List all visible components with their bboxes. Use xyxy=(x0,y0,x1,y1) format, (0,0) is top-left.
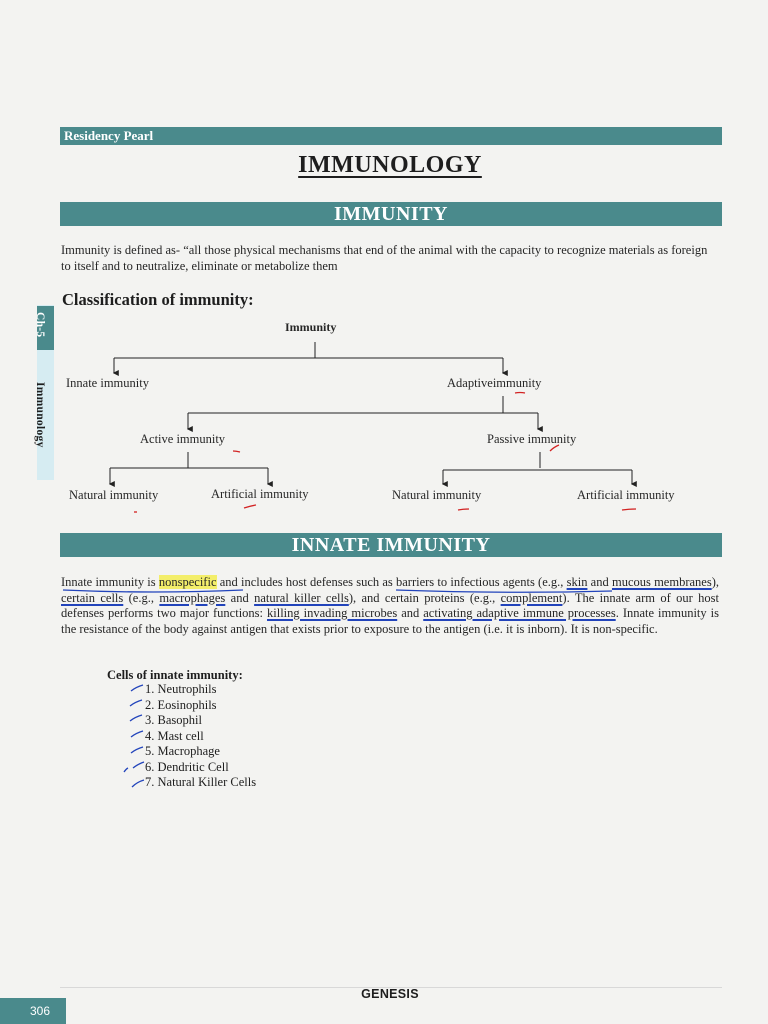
tree-node-active-artificial: Artificial immunity xyxy=(211,487,309,501)
tree-node-passive-natural: Natural immunity xyxy=(392,488,482,502)
chapter-subject: Immunology xyxy=(34,382,46,448)
highlighted-nonspecific: nonspecific xyxy=(158,575,217,589)
tree-node-adaptive: Adaptiveimmunity xyxy=(447,376,542,390)
tree-node-passive-artificial: Artificial immunity xyxy=(577,488,675,502)
cells-heading: Cells of innate immunity: xyxy=(107,668,243,682)
classification-heading: Classification of immunity: xyxy=(62,290,254,309)
brand-footer: GENESIS xyxy=(361,987,419,1001)
list-item: 1. Neutrophils xyxy=(145,682,217,696)
innate-immunity-paragraph: Innate immunity is nonspecific and includes host defenses such as barriers to infectious agents (e.g., skin and mucous membranes), certain cells (e.g., macrophages and natural killer cells), and certain proteins (e.g., complement). The innate arm of our host defenses performs two major functions: killing invading microbes and activating adaptive immune processes. Innate immunity is the resistance of the body against antigen that exists prior to exposure to the antigen (i.e. it is inborn). It is non-specific. xyxy=(61,575,719,636)
list-item: 6. Dendritic Cell xyxy=(145,759,229,774)
tree-node-active: Active immunity xyxy=(140,432,226,446)
tree-node-passive: Passive immunity xyxy=(487,432,577,446)
cells-list xyxy=(145,682,256,791)
list-item: 3. Basophil xyxy=(145,713,202,727)
header-label: Residency Pearl xyxy=(64,128,154,143)
page-number: 306 xyxy=(0,998,66,1024)
section-heading-innate-immunity: INNATE IMMUNITY xyxy=(60,533,722,557)
immunity-definition: Immunity is defined as- “all those physical mechanisms that end of the animal with the capacity to recognize materials as foreign to itself and to neutralize, eliminate or metabolize them xyxy=(61,243,708,273)
tree-node-innate: Innate immunity xyxy=(66,376,149,390)
header-bar xyxy=(60,127,722,145)
red-pen-marks xyxy=(134,393,636,513)
tree-node-immunity: Immunity xyxy=(285,320,337,334)
page-title: IMMUNOLOGY xyxy=(298,152,482,178)
section-heading-immunity: IMMUNITY xyxy=(60,202,722,226)
chapter-label: Ch-5 xyxy=(34,312,46,338)
list-item: 5. Macrophage xyxy=(145,744,220,758)
list-item: 4. Mast cell xyxy=(145,728,204,743)
list-item: 7. Natural Killer Cells xyxy=(145,775,257,789)
list-item: 2. Eosinophils xyxy=(145,697,217,712)
tree-node-active-natural: Natural immunity xyxy=(69,488,159,502)
